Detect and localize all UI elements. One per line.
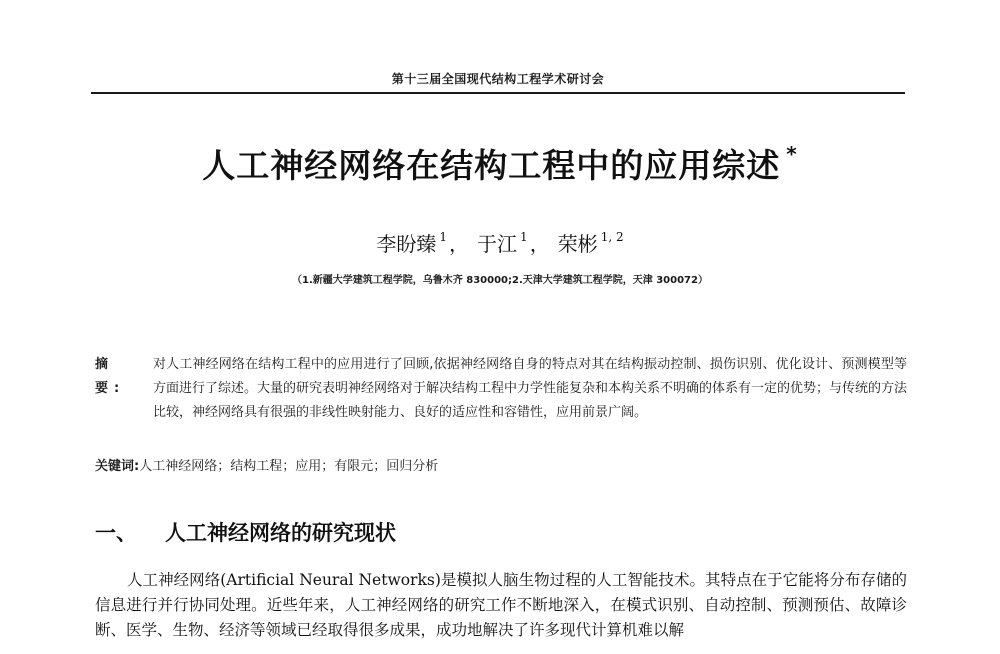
author-name: 于江 (477, 232, 518, 256)
keywords-text: 人工神经网络；结构工程；应用；有限元；回归分析 (139, 459, 439, 474)
author-affiliation-mark: 1 (520, 230, 528, 245)
author-name: 李盼臻 (376, 232, 437, 256)
keywords (95, 457, 907, 477)
abstract (95, 353, 907, 425)
body-paragraph: 人工神经网络(Artificial Neural Networks)是模拟人脑生物过程的人工智能技术。其特点在于它能将分布存储的信息进行并行协同处理。近些年来，人工神经网络的研究工作不断地深入，在模式识别、自动控制、预测预估、故障诊断、医学、生物、经济等领域已经取得很多成果，成功地解决了许多现代计算机难以解 (95, 571, 907, 639)
author (376, 232, 447, 256)
author-separator: ， (449, 232, 470, 256)
author (558, 232, 624, 256)
author-affiliation-mark: 1, 2 (600, 230, 624, 245)
abstract-text: 对人工神经网络在结构工程中的应用进行了回顾,依据神经网络自身的特点对其在结构振动控制、损伤识别、优化设计、预测模型等方面进行了综述。大量的研究表明神经网络对于解决结构工程中力学性能复杂和本构关系不明确的体系有一定的优势；与传统的方法比较，神经网络具有很强的非线性映射能力、良好的适应性和容错性，应用前景广阔。 (153, 357, 908, 420)
running-header: 第十三届全国现代结构工程学术研讨会 (391, 72, 605, 86)
author-name: 荣彬 (557, 232, 598, 256)
title-footnote-mark: * (786, 142, 798, 166)
author-separator: ， (529, 232, 550, 256)
keywords-label: 关键词: (95, 459, 140, 474)
header-rule (91, 92, 905, 94)
paper-title-text: 人工神经网络在结构工程中的应用综述 (202, 146, 781, 185)
section-number: 一、 (95, 521, 137, 545)
author-affiliation-mark: 1 (439, 230, 448, 245)
abstract-label: 摘 要: (95, 357, 126, 396)
paper-title (0, 140, 1000, 187)
author-affiliation: （1.新疆大学建筑工程学院，乌鲁木齐 830000;2.天津大学建筑工程学院，天津 300072） (292, 275, 708, 286)
author (477, 232, 528, 256)
section-title: 人工神经网络的研究现状 (165, 521, 396, 545)
section-heading (95, 517, 907, 547)
author-list (0, 228, 1000, 257)
